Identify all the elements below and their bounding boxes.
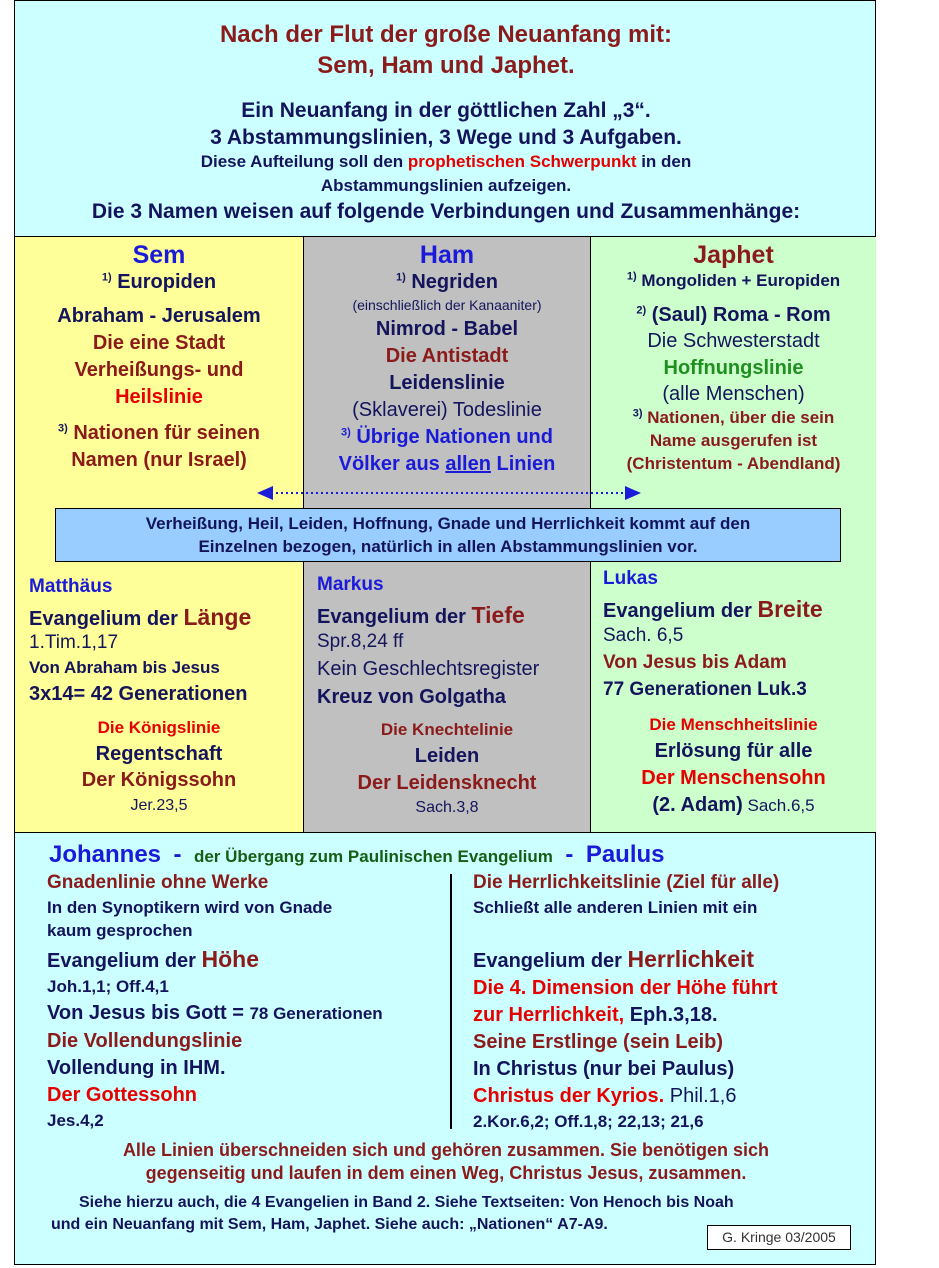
- summary-banner: [55, 508, 841, 562]
- paulus-r1: Die Herrlichkeitslinie (Ziel für alle): [473, 872, 780, 893]
- matthaeus-genealogy: Von Abraham bis Jesus: [29, 658, 220, 677]
- intro-line-1: Ein Neuanfang in der göttlichen Zahl „3“.: [241, 99, 651, 122]
- matthaeus-line-a: Regentschaft: [95, 743, 223, 765]
- japhet-nations-2: Name ausgerufen ist: [649, 431, 818, 450]
- markus-note: Kein Geschlechtsregister: [317, 658, 540, 680]
- ham-city: Nimrod - Babel: [375, 318, 519, 340]
- paulus-dash: -: [565, 841, 574, 868]
- paulus-r10: 2.Kor.6,2; Off.1,8; 22,13; 21,6: [473, 1112, 704, 1131]
- sem-city: Abraham - Jerusalem: [57, 305, 261, 327]
- sem-line-name-1: Verheißungs- und: [74, 359, 244, 381]
- japhet-title: Japhet: [693, 241, 774, 269]
- matthaeus-generations: 3x14= 42 Generationen: [29, 683, 248, 705]
- paulus-r7: Seine Erstlinge (sein Leib): [473, 1031, 724, 1053]
- johannes-transition: der Übergang zum Paulinischen Evangelium: [193, 847, 553, 866]
- intro-line-3: Diese Aufteilung soll den prophetischen Schwerpunkt in den: [200, 152, 692, 171]
- johannes-title: Johannes: [49, 841, 162, 868]
- ham-nations-2: Völker aus allen Linien: [338, 453, 556, 475]
- footer-line-4: und ein Neuanfang mit Sem, Ham, Japhet. Siehe auch: „Nationen“ A7-A9.: [51, 1216, 608, 1233]
- markus-line-ref: Sach.3,8: [415, 799, 479, 816]
- footer-line-3: Siehe hierzu auch, die 4 Evangelien in Band 2. Siehe Textseiten: Von Henoch bis Noah: [79, 1194, 734, 1211]
- johannes-dash: -: [173, 841, 182, 868]
- banner-line-1: Verheißung, Heil, Leiden, Hoffnung, Gnade und Herrlichkeit kommt auf den: [145, 514, 751, 533]
- lukas-ref: Sach. 6,5: [603, 625, 684, 646]
- matthaeus-line-ref: Jer.23,5: [130, 797, 188, 814]
- johannes-l8: Vollendung in IHM.: [47, 1057, 226, 1079]
- column-divider: [450, 874, 452, 1129]
- double-arrow-icon: [255, 482, 643, 504]
- lukas-line-a: Erlösung für alle: [654, 740, 813, 762]
- japhet-nations-1: $^{3)}$ Nationen, über die sein: [632, 407, 835, 427]
- sem-race: $^{1)}$ Europiden: [101, 271, 217, 293]
- lukas-generations: 77 Generationen Luk.3: [603, 679, 807, 700]
- matthaeus-line: [15, 718, 303, 819]
- japhet-upper: [591, 241, 876, 477]
- intro-line-4: Abstammungslinien aufzeigen.: [320, 176, 572, 195]
- chart-page: [14, 0, 876, 1265]
- sem-title: Sem: [132, 241, 186, 269]
- paulus-r8: In Christus (nur bei Paulus): [473, 1058, 735, 1080]
- paulus-r4: Evangelium der Herrlichkeit: [473, 946, 755, 972]
- japhet-race: $^{1)}$ Mongoliden + Europiden: [626, 270, 841, 290]
- sem-upper: [15, 241, 303, 476]
- lukas-line-name: Die Menschheitslinie: [649, 715, 818, 734]
- markus-block: [317, 574, 589, 719]
- matthaeus-line-name: Die Königslinie: [97, 718, 221, 737]
- banner-line-2: Einzelnen bezogen, natürlich in allen Abstammungslinien vor.: [198, 537, 698, 556]
- sem-nations-2: Namen (nur Israel): [71, 449, 247, 471]
- paulus-title: Paulus: [585, 841, 665, 868]
- ham-line-name: Leidenslinie: [389, 372, 505, 394]
- johannes-l10: Jes.4,2: [47, 1111, 104, 1130]
- ham-race: $^{1)}$ Negriden: [395, 271, 499, 293]
- lukas-block: [603, 568, 875, 706]
- markus-ref: Spr.8,24 ff: [317, 631, 404, 652]
- ham-upper: [303, 241, 591, 480]
- ham-title: Ham: [419, 241, 475, 269]
- markus-line-name: Die Knechtelinie: [380, 720, 514, 739]
- ham-city-note: Die Antistadt: [385, 345, 509, 367]
- matthaeus-line-b: Der Königssohn: [81, 769, 237, 791]
- footer-line-1: Alle Linien überschneiden sich und gehören zusammen. Sie benötigen sich: [122, 1140, 770, 1160]
- sem-line-name-2: Heilslinie: [115, 386, 203, 408]
- markus-cross: Kreuz von Golgatha: [317, 686, 506, 708]
- markus-title: Markus: [317, 574, 384, 595]
- sem-nations-1: $^{3)}$ Nationen für seinen: [57, 422, 261, 444]
- johannes-l9: Der Gottessohn: [47, 1084, 198, 1106]
- johannes-header: [49, 841, 665, 869]
- matthaeus-gospel: Evangelium der Länge: [29, 604, 252, 630]
- ham-line-name-2: (Sklaverei) Todeslinie: [352, 399, 542, 421]
- footer-line-2: gegenseitig und laufen in dem einen Weg, Christus Jesus, zusammen.: [145, 1163, 747, 1183]
- page-title: Nach der Flut der große Neuanfang mit:: [219, 21, 673, 48]
- matthaeus-title: Matthäus: [29, 576, 113, 597]
- matthaeus-ref: 1.Tim.1,17: [29, 632, 119, 653]
- paulus-r9: Christus der Kyrios. Phil.1,6: [473, 1085, 737, 1107]
- paulus-right: [473, 872, 873, 1134]
- author-stamp: G. Kringe 03/2005: [707, 1225, 851, 1250]
- johannes-l2: In den Synoptikern wird von Gnade: [47, 898, 333, 917]
- markus-gospel: Evangelium der Tiefe: [317, 602, 525, 628]
- johannes-l4: Evangelium der Höhe: [47, 946, 259, 972]
- intro-line-2: 3 Abstammungslinien, 3 Wege und 3 Aufgaben.: [210, 126, 682, 149]
- johannes-l7: Die Vollendungslinie: [47, 1030, 243, 1052]
- lukas-line-c: (2. Adam) Sach.6,5: [652, 794, 815, 816]
- japhet-city: $^{2)}$ (Saul) Roma - Rom: [636, 304, 831, 326]
- lukas-gospel: Evangelium der Breite: [603, 596, 823, 622]
- ham-race-note: (einschließlich der Kanaaniter): [352, 297, 542, 313]
- markus-line: [303, 720, 591, 821]
- japhet-line-note: (alle Menschen): [662, 383, 805, 405]
- japhet-nations-3: (Christentum - Abendland): [626, 454, 841, 473]
- lukas-line-b: Der Menschensohn: [641, 767, 826, 789]
- johannes-l1: Gnadenlinie ohne Werke: [47, 872, 269, 893]
- page-subtitle: Sem, Ham und Japhet.: [317, 52, 575, 79]
- johannes-l6: Von Jesus bis Gott = 78 Generationen: [47, 1002, 383, 1024]
- sem-city-note: Die eine Stadt: [92, 332, 226, 354]
- japhet-city-note: Die Schwesterstadt: [647, 330, 820, 352]
- paulus-r2: Schließt alle anderen Linien mit ein: [473, 898, 758, 917]
- intro-line-5: Die 3 Namen weisen auf folgende Verbindungen und Zusammenhänge:: [91, 200, 801, 223]
- ham-nations-1: $^{3)}$ Übrige Nationen und: [340, 426, 553, 448]
- paulus-r6: zur Herrlichkeit, Eph.3,18.: [473, 1004, 718, 1026]
- johannes-l5: Joh.1,1; Off.4,1: [47, 977, 169, 996]
- lukas-title: Lukas: [603, 568, 658, 589]
- johannes-l3: kaum gesprochen: [47, 921, 193, 940]
- markus-line-a: Leiden: [414, 745, 480, 767]
- lukas-genealogy: Von Jesus bis Adam: [603, 652, 787, 673]
- paulus-r5: Die 4. Dimension der Höhe führt: [473, 977, 778, 999]
- matthaeus-block: [29, 576, 301, 716]
- markus-line-b: Der Leidensknecht: [357, 772, 537, 794]
- japhet-line-name: Hoffnungslinie: [663, 357, 804, 379]
- johannes-left: [47, 872, 447, 1133]
- lukas-line: [591, 715, 876, 820]
